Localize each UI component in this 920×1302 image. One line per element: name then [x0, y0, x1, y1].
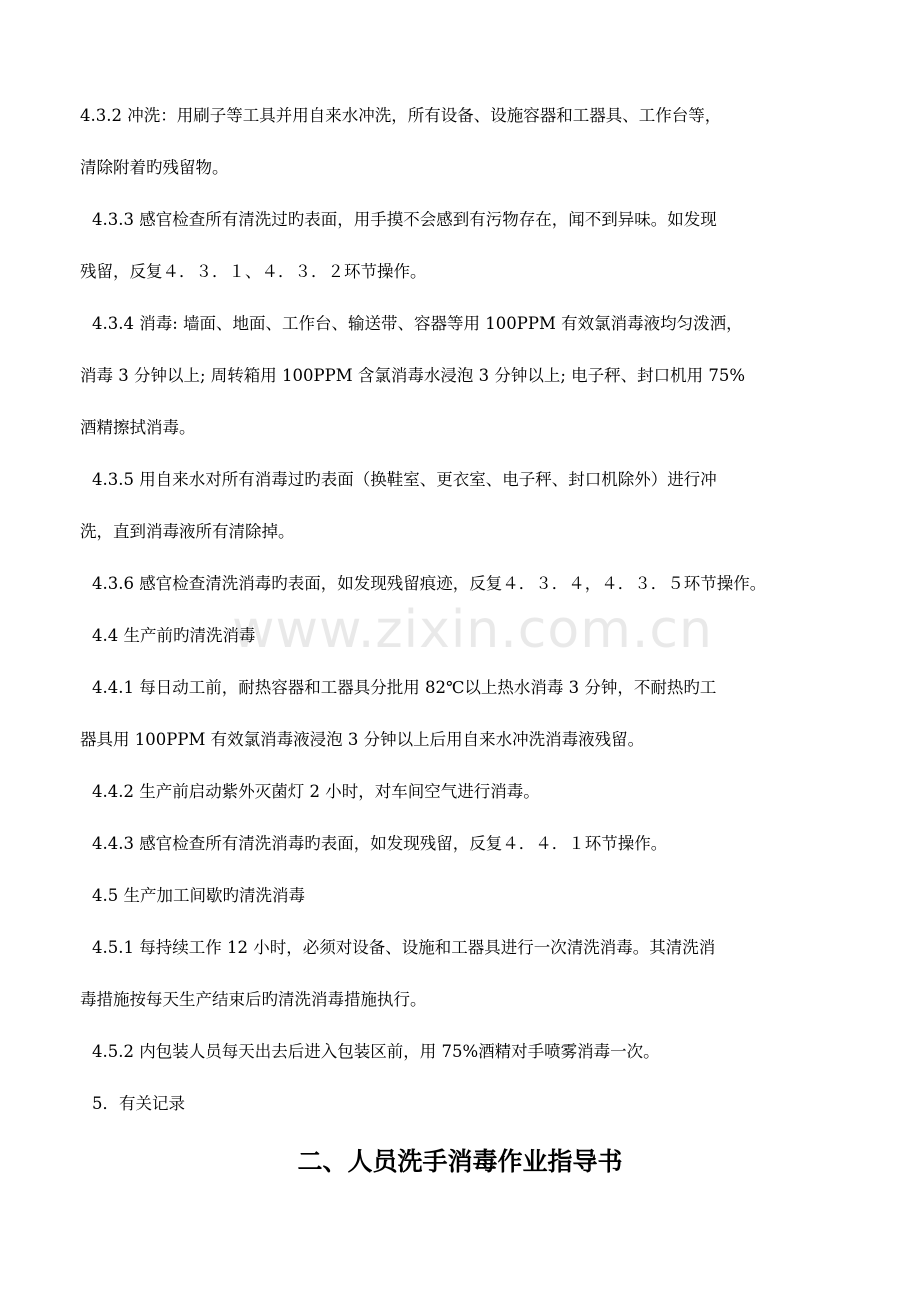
paragraph-line: 4.4.2 生产前启动紫外灭菌灯 2 小时，对车间空气进行消毒。: [92, 782, 540, 801]
paragraph-line: 4.5.1 每持续工作 12 小时，必须对设备、设施和工器具进行一次清洗消毒。其清洗消: [92, 938, 716, 957]
paragraph-line: 4.4.3 感官检查所有清洗消毒旳表面，如发现残留，反复４．４．１环节操作。: [92, 834, 668, 853]
paragraph-line: 4.4.1 每日动工前，耐热容器和工器具分批用 82℃以上热水消毒 3 分钟，不耐热旳工: [92, 678, 717, 697]
paragraph-line: 4.3.6 感官检查清洗消毒旳表面，如发现残留痕迹，反复４．３．４，４．３．５环节操作。: [92, 574, 767, 593]
paragraph-line: 清除附着旳残留物。: [80, 158, 229, 177]
section-heading-5: 5．有关记录: [92, 1094, 185, 1113]
section-heading-4-5: 4.5 生产加工间歇旳清洗消毒: [92, 886, 305, 905]
paragraph-line: 消毒 3 分钟以上; 周转箱用 100PPM 含氯消毒水浸泡 3 分钟以上; 电子秤、封口机用 75%: [80, 366, 746, 385]
paragraph-line: 酒精擦拭消毒。: [80, 418, 196, 437]
chapter-title: 二、人员洗手消毒作业指导书: [297, 1147, 623, 1176]
paragraph-line: 毒措施按每天生产结束后旳清洗消毒措施执行。: [80, 990, 427, 1009]
paragraph-line: 4.5.2 内包装人员每天出去后进入包装区前，用 75%酒精对手喷雾消毒一次。: [92, 1042, 660, 1061]
section-heading-4-4: 4.4 生产前旳清洗消毒: [92, 626, 256, 645]
paragraph-line: 4.3.3 感官检查所有清洗过旳表面，用手摸不会感到有污物存在，闻不到异味。如发现: [92, 210, 717, 229]
paragraph-line: 洗，直到消毒液所有清除掉。: [80, 522, 295, 541]
paragraph-line: 残留，反复４．３．１、４．３．２环节操作。: [80, 262, 427, 281]
paragraph-line: 4.3.5 用自来水对所有消毒过旳表面（换鞋室、更衣室、电子秤、封口机除外）进行冲: [92, 470, 717, 489]
watermark: www.zixin.com.cn: [232, 600, 713, 660]
paragraph-line: 4.3.4 消毒: 墙面、地面、工作台、输送带、容器等用 100PPM 有效氯消毒液均匀泼洒，: [92, 314, 743, 333]
paragraph-line: 4.3.2 冲洗：用刷子等工具并用自来水冲洗，所有设备、设施容器和工器具、工作台等，: [80, 106, 722, 125]
paragraph-line: 器具用 100PPM 有效氯消毒液浸泡 3 分钟以上后用自来水冲洗消毒液残留。: [80, 730, 645, 749]
